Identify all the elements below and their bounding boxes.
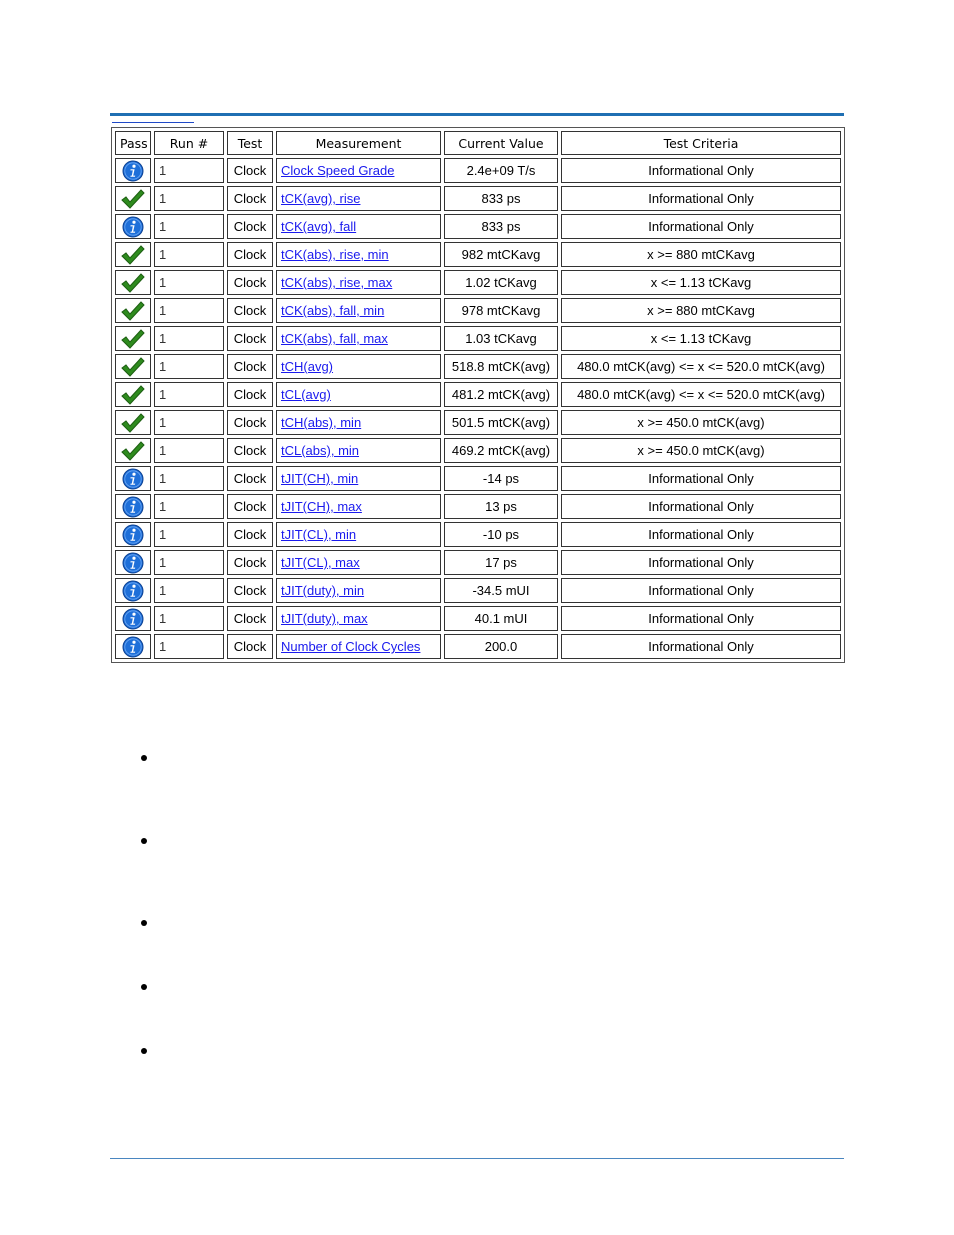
measurement-link[interactable]: tCK(avg), rise xyxy=(281,191,361,206)
run-cell: 1 xyxy=(154,634,224,659)
test-cell: Clock xyxy=(227,578,273,603)
results-table xyxy=(111,127,845,663)
table-row xyxy=(115,550,841,575)
run-cell: 1 xyxy=(154,298,224,323)
run-cell: 1 xyxy=(154,410,224,435)
measurement-cell xyxy=(276,578,441,603)
table-row xyxy=(115,382,841,407)
measurement-link[interactable]: tJIT(CH), max xyxy=(281,499,362,514)
current-value-cell: 40.1 mUI xyxy=(444,606,558,631)
measurement-cell xyxy=(276,326,441,351)
pass-checkmark-icon xyxy=(120,442,146,457)
measurement-cell xyxy=(276,438,441,463)
test-criteria-cell: 480.0 mtCK(avg) <= x <= 520.0 mtCK(avg) xyxy=(561,354,841,379)
pass-cell xyxy=(115,522,151,547)
current-value-cell: 1.02 tCKavg xyxy=(444,270,558,295)
table-row xyxy=(115,410,841,435)
pass-checkmark-icon xyxy=(120,358,146,373)
pass-cell xyxy=(115,606,151,631)
test-criteria-cell: Informational Only xyxy=(561,522,841,547)
test-cell: Clock xyxy=(227,186,273,211)
test-cell: Clock xyxy=(227,242,273,267)
test-cell: Clock xyxy=(227,606,273,631)
header-row xyxy=(115,131,841,155)
test-criteria-cell: Informational Only xyxy=(561,578,841,603)
current-value-cell: 1.03 tCKavg xyxy=(444,326,558,351)
measurement-cell xyxy=(276,550,441,575)
measurement-link[interactable]: Clock Speed Grade xyxy=(281,163,395,178)
current-value-cell: 982 mtCKavg xyxy=(444,242,558,267)
current-value-cell: 833 ps xyxy=(444,214,558,239)
measurement-link[interactable]: tJIT(duty), max xyxy=(281,611,368,626)
run-cell: 1 xyxy=(154,606,224,631)
current-value-cell: -14 ps xyxy=(444,466,558,491)
pass-checkmark-icon xyxy=(120,386,146,401)
pass-cell xyxy=(115,494,151,519)
table-row xyxy=(115,354,841,379)
run-cell: 1 xyxy=(154,186,224,211)
pass-cell xyxy=(115,186,151,211)
pass-cell xyxy=(115,410,151,435)
test-criteria-cell: x >= 880 mtCKavg xyxy=(561,298,841,323)
measurement-cell xyxy=(276,186,441,211)
pass-cell xyxy=(115,634,151,659)
info-icon xyxy=(122,470,144,485)
run-cell: 1 xyxy=(154,382,224,407)
measurement-link[interactable]: tCH(avg) xyxy=(281,359,334,374)
list-item-bullet xyxy=(141,920,147,926)
test-cell: Clock xyxy=(227,382,273,407)
current-value-cell: 13 ps xyxy=(444,494,558,519)
run-cell: 1 xyxy=(154,214,224,239)
measurement-cell xyxy=(276,214,441,239)
test-criteria-cell: 480.0 mtCK(avg) <= x <= 520.0 mtCK(avg) xyxy=(561,382,841,407)
pass-cell xyxy=(115,382,151,407)
measurement-cell xyxy=(276,634,441,659)
test-cell: Clock xyxy=(227,270,273,295)
test-cell: Clock xyxy=(227,354,273,379)
list-item-bullet xyxy=(141,1048,147,1054)
test-criteria-cell: Informational Only xyxy=(561,186,841,211)
test-criteria-cell: Informational Only xyxy=(561,606,841,631)
info-icon xyxy=(122,218,144,233)
pass-checkmark-icon xyxy=(120,302,146,317)
measurement-link[interactable]: tJIT(CL), max xyxy=(281,555,360,570)
pass-cell xyxy=(115,354,151,379)
test-criteria-cell: x <= 1.13 tCKavg xyxy=(561,326,841,351)
col-header-current-value: Current Value xyxy=(444,131,558,155)
measurement-link[interactable]: tCH(abs), min xyxy=(281,415,362,430)
measurement-link[interactable]: tCK(abs), rise, min xyxy=(281,247,389,262)
measurement-cell xyxy=(276,494,441,519)
pass-cell xyxy=(115,578,151,603)
run-cell: 1 xyxy=(154,438,224,463)
run-cell: 1 xyxy=(154,326,224,351)
run-cell: 1 xyxy=(154,550,224,575)
measurement-link[interactable]: tCK(avg), fall xyxy=(281,219,357,234)
measurement-cell xyxy=(276,354,441,379)
info-icon xyxy=(122,610,144,625)
measurement-cell xyxy=(276,466,441,491)
run-cell: 1 xyxy=(154,354,224,379)
info-icon xyxy=(122,582,144,597)
table-row xyxy=(115,522,841,547)
pass-checkmark-icon xyxy=(120,246,146,261)
list-item-bullet xyxy=(141,838,147,844)
col-header-run: Run # xyxy=(154,131,224,155)
test-cell: Clock xyxy=(227,634,273,659)
table-row xyxy=(115,634,841,659)
measurement-cell xyxy=(276,242,441,267)
current-value-cell: 501.5 mtCK(avg) xyxy=(444,410,558,435)
measurement-link[interactable]: tJIT(CH), min xyxy=(281,471,359,486)
measurement-cell xyxy=(276,270,441,295)
current-value-cell: 833 ps xyxy=(444,186,558,211)
test-cell: Clock xyxy=(227,438,273,463)
current-value-cell: 200.0 xyxy=(444,634,558,659)
pass-checkmark-icon xyxy=(120,190,146,205)
test-cell: Clock xyxy=(227,214,273,239)
footer-rule xyxy=(110,1158,844,1159)
test-cell: Clock xyxy=(227,158,273,183)
table-row xyxy=(115,494,841,519)
table-row xyxy=(115,466,841,491)
info-icon xyxy=(122,554,144,569)
table-row xyxy=(115,214,841,239)
pass-cell xyxy=(115,326,151,351)
current-value-cell: 518.8 mtCK(avg) xyxy=(444,354,558,379)
pass-checkmark-icon xyxy=(120,274,146,289)
list-item-bullet xyxy=(141,984,147,990)
test-criteria-cell: Informational Only xyxy=(561,634,841,659)
col-header-test: Test xyxy=(227,131,273,155)
measurement-cell xyxy=(276,410,441,435)
run-cell: 1 xyxy=(154,578,224,603)
run-cell: 1 xyxy=(154,522,224,547)
run-cell: 1 xyxy=(154,270,224,295)
pass-checkmark-icon xyxy=(120,414,146,429)
col-header-test-criteria: Test Criteria xyxy=(561,131,841,155)
pass-cell xyxy=(115,158,151,183)
current-value-cell: 978 mtCKavg xyxy=(444,298,558,323)
info-icon xyxy=(122,526,144,541)
measurement-link[interactable]: tCK(abs), rise, max xyxy=(281,275,393,290)
measurement-link[interactable]: Number of Clock Cycles xyxy=(281,639,421,654)
test-cell: Clock xyxy=(227,410,273,435)
measurement-cell xyxy=(276,522,441,547)
measurement-link[interactable]: tCL(avg) xyxy=(281,387,331,402)
run-cell: 1 xyxy=(154,494,224,519)
test-cell: Clock xyxy=(227,522,273,547)
measurement-link[interactable]: tJIT(duty), min xyxy=(281,583,365,598)
table-row xyxy=(115,606,841,631)
current-value-cell: 2.4e+09 T/s xyxy=(444,158,558,183)
header-rule xyxy=(110,113,844,116)
test-criteria-cell: Informational Only xyxy=(561,550,841,575)
test-criteria-cell: x >= 880 mtCKavg xyxy=(561,242,841,267)
table-row xyxy=(115,242,841,267)
results-body xyxy=(115,158,841,659)
run-cell: 1 xyxy=(154,242,224,267)
test-criteria-cell: Informational Only xyxy=(561,466,841,491)
pass-cell xyxy=(115,298,151,323)
info-icon xyxy=(122,498,144,513)
current-value-cell: 481.2 mtCK(avg) xyxy=(444,382,558,407)
test-criteria-cell: Informational Only xyxy=(561,214,841,239)
measurement-link[interactable]: tCK(abs), fall, max xyxy=(281,331,388,346)
test-criteria-cell: x >= 450.0 mtCK(avg) xyxy=(561,410,841,435)
measurement-link[interactable]: tCL(abs), min xyxy=(281,443,360,458)
table-row xyxy=(115,578,841,603)
pass-checkmark-icon xyxy=(120,330,146,345)
measurement-link[interactable]: tJIT(CL), min xyxy=(281,527,357,542)
test-cell: Clock xyxy=(227,298,273,323)
test-cell: Clock xyxy=(227,466,273,491)
table-row xyxy=(115,326,841,351)
current-value-cell: -10 ps xyxy=(444,522,558,547)
header-link-underline xyxy=(112,122,194,123)
test-criteria-cell: x <= 1.13 tCKavg xyxy=(561,270,841,295)
pass-cell xyxy=(115,550,151,575)
test-criteria-cell: x >= 450.0 mtCK(avg) xyxy=(561,438,841,463)
run-cell: 1 xyxy=(154,466,224,491)
test-criteria-cell: Informational Only xyxy=(561,158,841,183)
list-item-bullet xyxy=(141,755,147,761)
info-icon xyxy=(122,162,144,177)
pass-cell xyxy=(115,270,151,295)
test-criteria-cell: Informational Only xyxy=(561,494,841,519)
pass-cell xyxy=(115,214,151,239)
measurement-link[interactable]: tCK(abs), fall, min xyxy=(281,303,385,318)
pass-cell xyxy=(115,438,151,463)
measurement-cell xyxy=(276,158,441,183)
table-row xyxy=(115,270,841,295)
current-value-cell: -34.5 mUI xyxy=(444,578,558,603)
current-value-cell: 17 ps xyxy=(444,550,558,575)
pass-cell xyxy=(115,242,151,267)
test-cell: Clock xyxy=(227,550,273,575)
current-value-cell: 469.2 mtCK(avg) xyxy=(444,438,558,463)
table-row xyxy=(115,186,841,211)
table-row xyxy=(115,438,841,463)
measurement-cell xyxy=(276,382,441,407)
table-row xyxy=(115,158,841,183)
test-cell: Clock xyxy=(227,326,273,351)
measurement-cell xyxy=(276,606,441,631)
run-cell: 1 xyxy=(154,158,224,183)
pass-cell xyxy=(115,466,151,491)
col-header-pass: Pass xyxy=(115,131,151,155)
table-row xyxy=(115,298,841,323)
info-icon xyxy=(122,638,144,653)
measurement-cell xyxy=(276,298,441,323)
col-header-measurement: Measurement xyxy=(276,131,441,155)
test-cell: Clock xyxy=(227,494,273,519)
